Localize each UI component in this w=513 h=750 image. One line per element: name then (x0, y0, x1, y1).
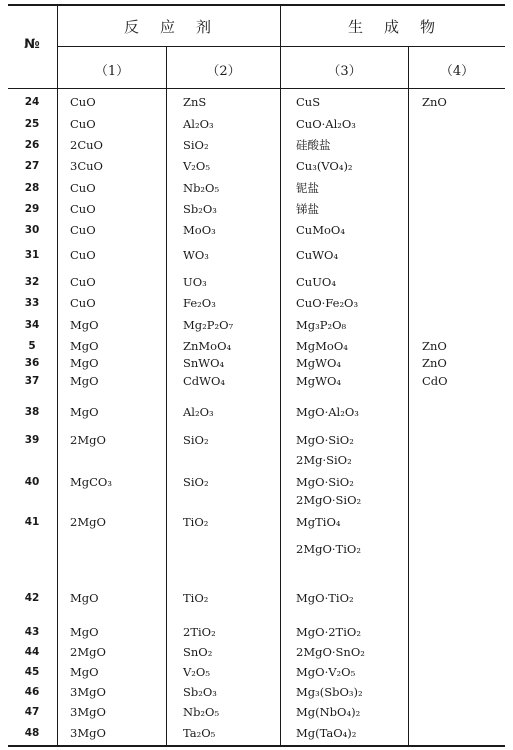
product-4-cell: ZnO (422, 95, 447, 109)
reactant-2-cell: Nb₂O₅ (183, 705, 220, 719)
reactant-2-cell: Al₂O₃ (183, 117, 214, 131)
reactant-2-cell: UO₃ (183, 275, 207, 289)
row-number: 37 (24, 375, 40, 387)
table-row (0, 704, 513, 720)
reactant-2-cell: V₂O₅ (183, 159, 210, 173)
table-row (0, 452, 513, 468)
product-3-cell: 铌盐 (296, 181, 319, 195)
row-number: 26 (24, 139, 40, 151)
reactant-1-cell: CuO (70, 275, 96, 289)
table-row (0, 338, 513, 354)
product-3-cell: 2MgO·SiO₂ (296, 493, 362, 507)
product-3-cell: MgO·TiO₂ (296, 591, 354, 605)
row-number: 5 (28, 340, 36, 352)
reactant-2-cell: Ta₂O₅ (183, 726, 216, 740)
reactant-2-cell: Mg₂P₂O₇ (183, 318, 234, 332)
table-row (0, 492, 513, 508)
reactant-2-cell: MoO₃ (183, 223, 216, 237)
reactant-1-cell: CuO (70, 223, 96, 237)
table-row (0, 116, 513, 132)
reactant-1-cell: MgO (70, 665, 99, 679)
product-3-cell: 2MgO·SnO₂ (296, 645, 365, 659)
row-number: 29 (24, 203, 40, 215)
reactant-1-cell: MgO (70, 318, 99, 332)
table-row (0, 222, 513, 238)
product-3-cell: MgO·V₂O₅ (296, 665, 356, 679)
reactant-2-cell: SnWO₄ (183, 356, 225, 370)
reactant-2-cell: SiO₂ (183, 475, 209, 489)
product-3-cell: CuO·Al₂O₃ (296, 117, 356, 131)
row-number: 42 (24, 592, 40, 604)
table-row (0, 355, 513, 371)
table-row (0, 317, 513, 333)
reactant-2-cell: ZnMoO₄ (183, 339, 232, 353)
column-3-header: （3） (327, 64, 362, 79)
product-3-cell: MgO·SiO₂ (296, 433, 354, 447)
product-4-cell: CdO (422, 374, 448, 388)
column-2-header: （2） (206, 64, 241, 79)
table-row (0, 295, 513, 311)
table-row (0, 725, 513, 741)
product-3-cell: 锑盐 (296, 202, 319, 216)
table-row (0, 590, 513, 606)
reactant-1-cell: MgO (70, 405, 99, 419)
table-row (0, 158, 513, 174)
product-3-cell: CuS (296, 95, 321, 109)
product-3-cell: MgTiO₄ (296, 515, 341, 529)
number-header: № (24, 37, 40, 52)
table-row (0, 432, 513, 448)
row-number: 38 (24, 406, 40, 418)
product-3-cell: MgO·2TiO₂ (296, 625, 361, 639)
reactant-1-cell: CuO (70, 248, 96, 262)
table-row (0, 137, 513, 153)
row-number: 25 (24, 118, 40, 130)
product-3-cell: CuUO₄ (296, 275, 336, 289)
reactant-1-cell: CuO (70, 95, 96, 109)
reactant-1-cell: MgO (70, 374, 99, 388)
row-number: 24 (24, 96, 40, 108)
table-row (0, 664, 513, 680)
product-3-cell: CuMoO₄ (296, 223, 345, 237)
column-1-header: （1） (94, 64, 130, 79)
header-bottom-rule (8, 88, 505, 89)
table-row (0, 624, 513, 640)
reactant-1-cell: MgO (70, 591, 99, 605)
row-number: 39 (24, 434, 40, 446)
table-row (0, 404, 513, 420)
product-3-cell: Mg₃(SbO₃)₂ (296, 685, 363, 699)
product-3-cell: Mg(NbO₄)₂ (296, 705, 361, 719)
reactant-2-cell: WO₃ (183, 248, 209, 262)
row-number: 27 (24, 160, 40, 172)
product-3-cell: Cu₃(VO₄)₂ (296, 159, 353, 173)
table-row (0, 201, 513, 217)
product-3-cell: Mg₃P₂O₈ (296, 318, 347, 332)
row-number: 46 (24, 686, 40, 698)
table-row (0, 373, 513, 389)
reactant-2-cell: SnO₂ (183, 645, 213, 659)
row-number: 30 (24, 224, 40, 236)
reactant-2-cell: CdWO₄ (183, 374, 226, 388)
reactant-1-cell: CuO (70, 202, 96, 216)
reactant-2-cell: V₂O₅ (183, 665, 210, 679)
product-3-cell: CuWO₄ (296, 248, 339, 262)
row-number: 45 (24, 666, 40, 678)
reactant-2-cell: TiO₂ (183, 515, 209, 529)
reactant-1-cell: 3MgO (70, 685, 106, 699)
reactant-1-cell: MgO (70, 339, 99, 353)
reactant-1-cell: 3CuO (70, 159, 103, 173)
reactant-2-cell: Nb₂O₅ (183, 181, 220, 195)
row-number: 44 (24, 646, 40, 658)
product-3-cell: 2MgO·TiO₂ (296, 542, 361, 556)
table-row (0, 94, 513, 110)
product-3-cell: Mg(TaO₄)₂ (296, 726, 357, 740)
product-3-cell: 硅酸盐 (296, 138, 331, 152)
table-row (0, 247, 513, 263)
table-row (0, 474, 513, 490)
reactant-1-cell: MgO (70, 625, 99, 639)
reactant-2-cell: SiO₂ (183, 433, 209, 447)
reactant-1-cell: 2MgO (70, 433, 106, 447)
header-split-rule (57, 46, 505, 47)
reactant-1-cell: 2CuO (70, 138, 103, 152)
reactant-2-cell: Al₂O₃ (183, 405, 214, 419)
row-number: 28 (24, 182, 40, 194)
reactant-1-cell: MgCO₃ (70, 475, 112, 489)
reactant-2-cell: Sb₂O₃ (183, 685, 217, 699)
table-row (0, 514, 513, 530)
reactant-1-cell: CuO (70, 117, 96, 131)
product-3-cell: MgO·SiO₂ (296, 475, 354, 489)
reactant-1-cell: CuO (70, 296, 96, 310)
reactant-1-cell: CuO (70, 181, 96, 195)
table-row (0, 274, 513, 290)
row-number: 41 (24, 516, 40, 528)
product-3-cell: MgWO₄ (296, 374, 341, 388)
product-3-cell: MgO·Al₂O₃ (296, 405, 359, 419)
reactant-2-cell: SiO₂ (183, 138, 209, 152)
reactants-header: 反 应 剂 (123, 18, 214, 36)
product-3-cell: MgWO₄ (296, 356, 341, 370)
reactant-1-cell: 3MgO (70, 705, 106, 719)
product-3-cell: 2Mg·SiO₂ (296, 453, 352, 467)
row-number: 48 (24, 727, 40, 739)
reactant-1-cell: 3MgO (70, 726, 106, 740)
product-3-cell: MgMoO₄ (296, 339, 348, 353)
table-row (0, 541, 513, 557)
table-top-rule (8, 4, 505, 6)
row-number: 33 (24, 297, 40, 309)
table-row (0, 644, 513, 660)
product-4-cell: ZnO (422, 339, 447, 353)
reactant-2-cell: 2TiO₂ (183, 625, 216, 639)
reactant-2-cell: Sb₂O₃ (183, 202, 217, 216)
reactant-1-cell: 2MgO (70, 515, 106, 529)
reactant-2-cell: TiO₂ (183, 591, 209, 605)
row-number: 31 (24, 249, 40, 261)
row-number: 32 (24, 276, 40, 288)
table-bottom-rule (8, 745, 505, 747)
reactant-2-cell: ZnS (183, 95, 207, 109)
column-4-header: （4） (439, 64, 475, 79)
row-number: 47 (24, 706, 40, 718)
row-number: 43 (24, 626, 40, 638)
products-header: 生 成 物 (347, 18, 438, 36)
row-number: 40 (24, 476, 40, 488)
reactant-2-cell: Fe₂O₃ (183, 296, 216, 310)
row-number: 34 (24, 319, 40, 331)
product-4-cell: ZnO (422, 356, 447, 370)
table-row (0, 684, 513, 700)
reactant-1-cell: MgO (70, 356, 99, 370)
product-3-cell: CuO·Fe₂O₃ (296, 296, 359, 310)
reactant-1-cell: 2MgO (70, 645, 106, 659)
row-number: 36 (24, 357, 40, 369)
table-row (0, 180, 513, 196)
